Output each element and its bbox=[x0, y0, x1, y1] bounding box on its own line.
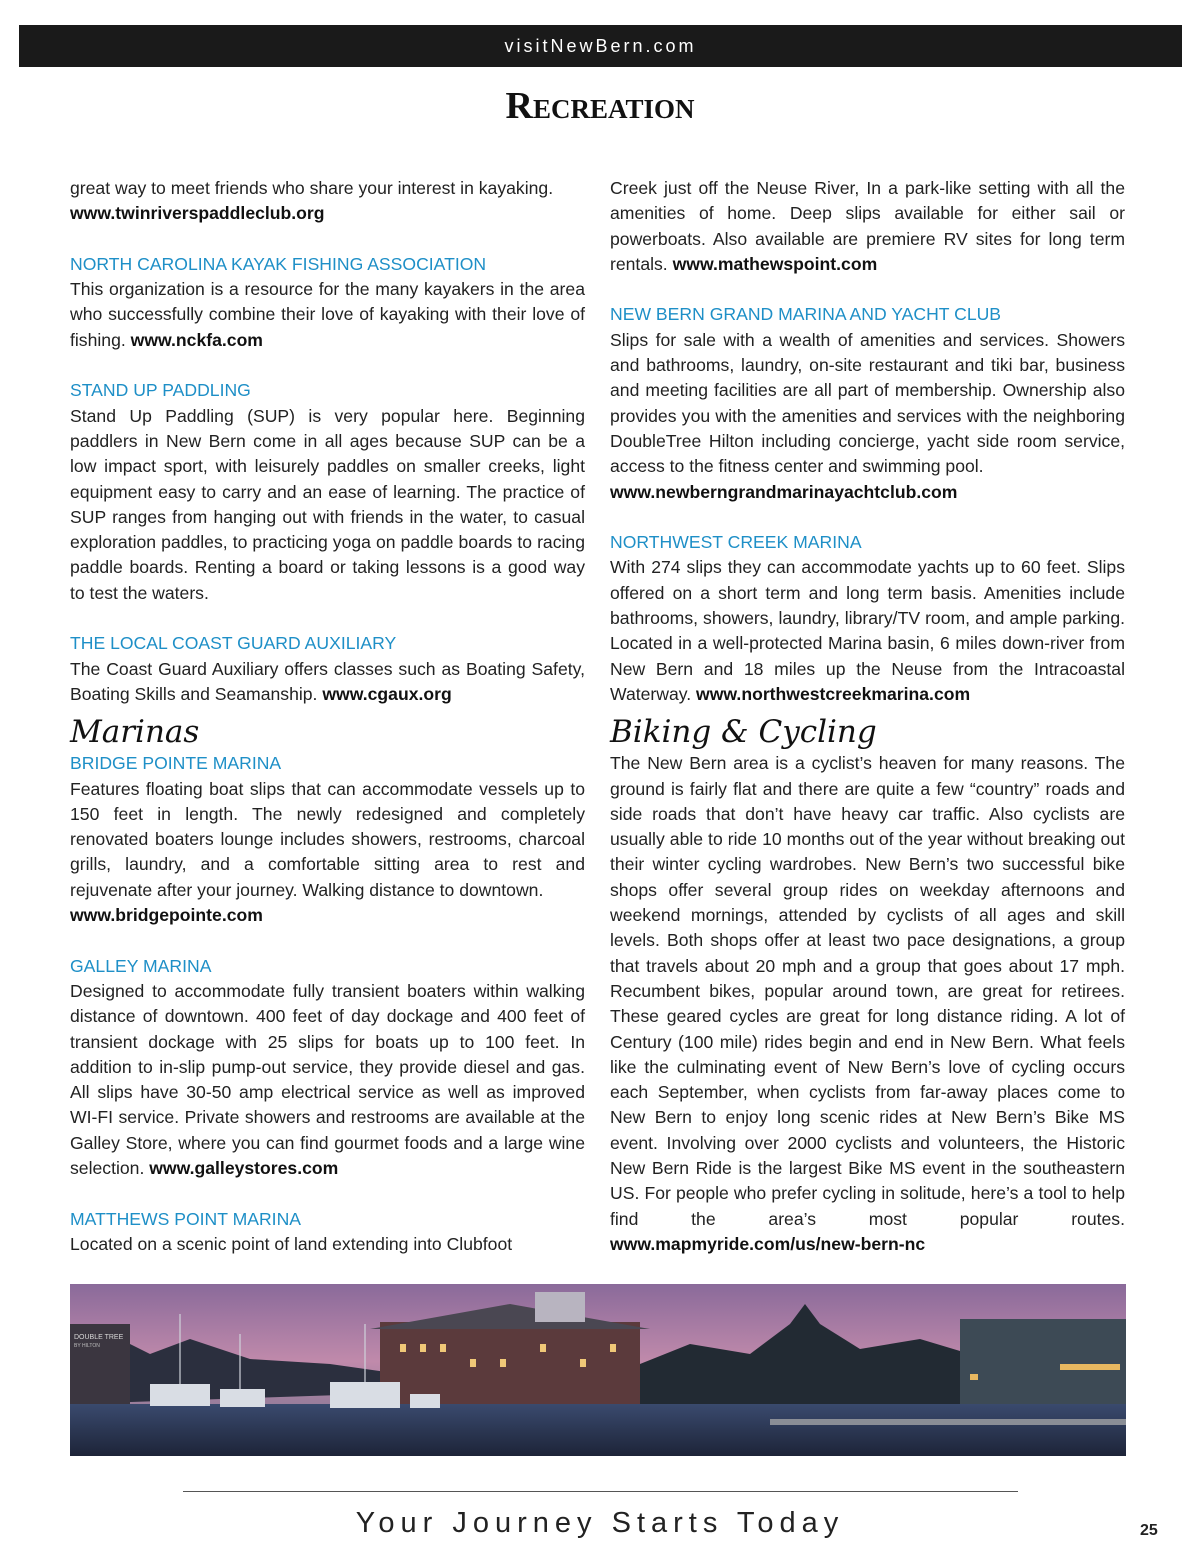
right-column bbox=[610, 176, 1125, 1257]
kayak-club-section bbox=[70, 176, 585, 227]
footer-rule bbox=[183, 1491, 1018, 1492]
left-column bbox=[70, 176, 585, 1257]
nckfa-heading: NORTH CAROLINA KAYAK FISHING ASSOCIATION bbox=[70, 253, 487, 274]
nckfa-text: This organization is a resource for the many kayakers in the area who successfully combine their love of kayaking with their love of fishing. bbox=[70, 279, 585, 350]
northwestcreek-link[interactable]: www.northwestcreekmarina.com bbox=[696, 683, 971, 704]
kayak-club-text: great way to meet friends who share your interest in kayaking. bbox=[70, 178, 554, 198]
bridge-pointe-heading: BRIDGE POINTE MARINA bbox=[70, 753, 282, 774]
cgaux-link[interactable]: www.cgaux.org bbox=[322, 683, 452, 704]
mapmyride-link[interactable]: www.mapmyride.com/us/new-bern-nc bbox=[610, 1233, 926, 1254]
biking-section bbox=[610, 751, 1125, 1257]
mathewspoint-link[interactable]: www.mathewspoint.com bbox=[672, 253, 878, 274]
page-number: 25 bbox=[1140, 1522, 1158, 1539]
matthews-cont-section bbox=[610, 176, 1125, 277]
doubletree-sign-subtext: BY HILTON bbox=[74, 1343, 100, 1349]
footer-tagline: Your Journey Starts Today bbox=[355, 1507, 845, 1539]
coast-guard-section bbox=[70, 657, 585, 708]
galley-text: Designed to accommodate fully transient boaters within walking distance of downtown. 400 feet of day dockage and 400 feet of transient dockage with 25 slips for boats up to 100 feet. In addition to in-slip pump-out service, they provide diesel and gas. All slips have 30-50 amp electrical service as well as improved WI-FI service. Private showers and restrooms are available at the Galley Store, where you can find gourmet foods and a large wine selection. bbox=[70, 980, 585, 1178]
grand-marina-section bbox=[610, 328, 1125, 505]
sup-text: Stand Up Paddling (SUP) is very popular here. Beginning paddlers in New Bern come in all ages because SUP can be a low impact sport, with leisurely paddles on smaller creeks, light equipment easy to carry and an ease of learning. The practice of SUP ranges from hanging out with friends in the water, to casual exploration paddles, to practicing yoga on paddle boards to racing paddle boards. Renting a board or taking lessons is a good way to test the waters. bbox=[70, 405, 585, 603]
coast-guard-text: The Coast Guard Auxiliary offers classes such as Boating Safety, Boating Skills and Seamanship. bbox=[70, 658, 585, 704]
right-building bbox=[960, 1319, 1126, 1404]
bridge-pointe-section bbox=[70, 777, 585, 929]
boardwalk bbox=[770, 1419, 1126, 1425]
northwest-section bbox=[610, 555, 1125, 707]
matthews-heading: MATTHEWS POINT MARINA bbox=[70, 1208, 302, 1229]
northwest-text: With 274 slips they can accommodate yachts up to 60 feet. Slips offered on a short term and long term basis. Amenities include bathrooms, showers, laundry, library/TV room, and ample parking. Located in a well-protected Marina basin, 6 miles down-river from New Bern and 18 miles up the Neuse from the Intracoastal Waterway. bbox=[610, 557, 1125, 704]
galley-section bbox=[70, 979, 585, 1181]
river bbox=[70, 1404, 1126, 1456]
galleystores-link[interactable]: www.galleystores.com bbox=[149, 1157, 339, 1178]
hotel-cupola bbox=[535, 1292, 585, 1322]
northwest-heading: NORTHWEST CREEK MARINA bbox=[610, 532, 862, 553]
site-name: visitNewBern.com bbox=[504, 36, 697, 56]
biking-title: Biking & Cycling bbox=[610, 714, 877, 751]
nckfa-link[interactable]: www.nckfa.com bbox=[130, 329, 263, 350]
grand-marina-text: Slips for sale with a wealth of amenities and services. Showers and bathrooms, laundry, on-site restaurant and tiki bar, business and meeting facilities are all part of membership. Ownership also provides you with the amenities and services with the neighboring DoubleTree Hilton including concierge, yacht side room service, access to the fitness center and swimming pool. bbox=[610, 329, 1125, 477]
matthews-cont-text: Creek just off the Neuse River, In a park-like setting with all the amenities of home. Deep slips available for either sail or powerboats. Also available are premiere RV sites for long term rentals. bbox=[610, 178, 1125, 274]
coast-guard-heading: THE LOCAL COAST GUARD AUXILIARY bbox=[70, 633, 397, 654]
grand-marina-heading: NEW BERN GRAND MARINA AND YACHT CLUB bbox=[610, 304, 1002, 325]
nckfa-section bbox=[70, 277, 585, 353]
site-header-bar bbox=[19, 25, 1182, 67]
grandmarina-link[interactable]: www.newberngrandmarinayachtclub.com bbox=[610, 481, 958, 502]
page-title: Recreation bbox=[505, 85, 695, 127]
marinas-title: Marinas bbox=[70, 714, 200, 751]
waterfront-photo bbox=[70, 1284, 1126, 1456]
twinrivers-link[interactable]: www.twinriverspaddleclub.org bbox=[70, 203, 325, 224]
waterfront-illustration bbox=[70, 1284, 1126, 1456]
sup-heading: STAND UP PADDLING bbox=[70, 380, 251, 401]
galley-heading: GALLEY MARINA bbox=[70, 955, 212, 976]
bridge-pointe-text: Features floating boat slips that can accommodate vessels up to 150 feet in length. The newly redesigned and completely renovated boaters lounge includes showers, restrooms, charcoal grills, laundry, and a comfortable sitting area to rest and rejuvenate after your journey. Walking distance to downtown. bbox=[70, 778, 585, 900]
matthews-text: Located on a scenic point of land extending into Clubfoot bbox=[70, 1233, 513, 1254]
biking-text: The New Bern area is a cyclist’s heaven for many reasons. The ground is fairly flat and there are quite a few “country” roads and side roads that don’t have heavy car traffic. Also cyclists are usually able to ride 10 months out of the year without breaking out their winter cycling wardrobes. New Bern’s two successful bike shops offer several group rides on weekday afternoons and weekend mornings, attended by cyclists of all ages and skill levels. Both shops offer at least two pace designations, a group that travels about 20 mph and a group that goes about 17 mph. Recumbent bikes, popular around town, are great for retirees. These geared cycles are great for long distance riding. A lot of Century (100 mile) rides begin and end in New Bern. What feels like the culminating event of New Bern’s love of cycling occurs each September, when cyclists from far-away places come to New Bern to enjoy long scenic rides at New Bern’s Bike MS event. Involving over 2000 cyclists and volunteers, the Historic New Bern Ride is the largest Bike MS event in the southeastern US. For people who prefer cycling in solitude, here’s a tool to help find the area’s most popular routes. bbox=[610, 753, 1125, 1229]
doubletree-sign: DOUBLE TREE bbox=[74, 1334, 124, 1341]
bridgepointe-link[interactable]: www.bridgepointe.com bbox=[70, 905, 263, 926]
